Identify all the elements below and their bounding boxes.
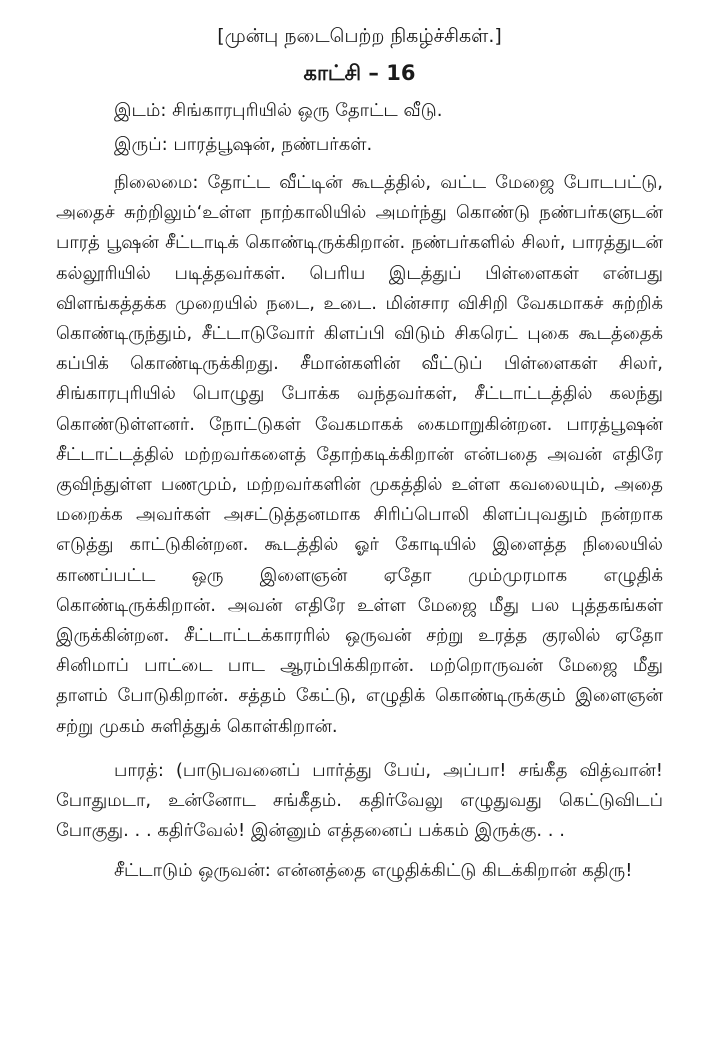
characters-present-line: இருப்: பாரத்பூஷன், நண்பர்கள். — [114, 134, 373, 155]
dialog-card-player: சீட்டாடும் ஒருவன்: என்னத்தை எழுதிக்கிட்டு கிடக்கிறான் கதிரு! — [114, 860, 633, 882]
scene-title: காட்சி – 16 — [303, 61, 416, 85]
previous-events-heading: [முன்பு நடைபெற்ற நிகழ்ச்சிகள்.] — [217, 25, 502, 47]
dialog-bharat: பாரத்: (பாடுபவனைப் பார்த்து பேய், அப்பா! சங்கீத வித்வான்! போதுமடா, உன்னோட சங்கீதம். கதிர்வேலு எழுதுவது கெட்டுவிடப் போகுது. . . கதிர்வேல்! இன்னும் எத்தனைப் பக்கம் இருக்கு. . . — [56, 759, 663, 842]
place-line: இடம்: சிங்காரபுரியில் ஒரு தோட்ட வீடு. — [114, 100, 443, 121]
situation-paragraph: நிலைமை: தோட்ட வீட்டின் கூடத்தில், வட்ட மேஜை போடபட்டு, அதைச் சுற்றிலும்‘உள்ள நாற்காலியில் அமர்ந்து கொண்டு நண்பர்களுடன் பாரத் பூஷன் சீட்டாடிக் கொண்டிருக்கிறான். நண்பர்களில் சிலர், பாரத்துடன் கல்லூரியில் படித்தவர்கள். பெரிய இடத்துப் பிள்ளைகள் என்பது விளங்கத்தக்க முறையில் நடை, உடை. மின்சார விசிறி வேகமாகச் சுற்றிக் கொண்டிருந்தும், சீட்டாடுவோர் கிளப்பி விடும் சிகரெட் புகை கூடத்தைக் கப்பிக் கொண்டிருக்கிறது. சீமான்களின் வீட்டுப் பிள்ளைகள் சிலர், சிங்காரபுரியில் பொழுது போக்க வந்தவர்கள், சீட்டாட்டத்தில் கலந்து கொண்டுள்ளனர். நோட்டுகள் வேகமாகக் கைமாறுகின்றன. பாரத்பூஷன் சீட்டாட்டத்தில் மற்றவர்களைத் தோற்கடிக்கிறான் என்பதை அவன் எதிரே குவிந்துள்ள பணமும், மற்றவர்களின் முகத்தில் உள்ள கவலையும், அதை மறைக்க அவர்கள் அசட்டுத்தனமாக சிரிப்பொலி கிளப்புவதும் நன்றாக எடுத்து காட்டுகின்றன. கூடத்தில் ஓர் கோடியில் இளைத்த நிலையில் காணப்பட்ட ஒரு இளைஞன் ஏதோ மும்முரமாக எழுதிக் கொண்டிருக்கிறான். அவன் எதிரே உள்ள மேஜை மீது பல புத்தகங்கள் இருக்கின்றன. சீட்டாட்டக்காரரில் ஒருவன் சற்று உரத்த குரலில் ஏதோ சினிமாப் பாட்டை பாட ஆரம்பிக்கிறான். மற்றொருவன் மேஜை மீது தாளம் போடுகிறான். சத்தம் கேட்டு, எழுதிக் கொண்டிருக்கும் இளைஞன் சற்று முகம் சுளித்துக் கொள்கிறான். — [56, 172, 663, 737]
